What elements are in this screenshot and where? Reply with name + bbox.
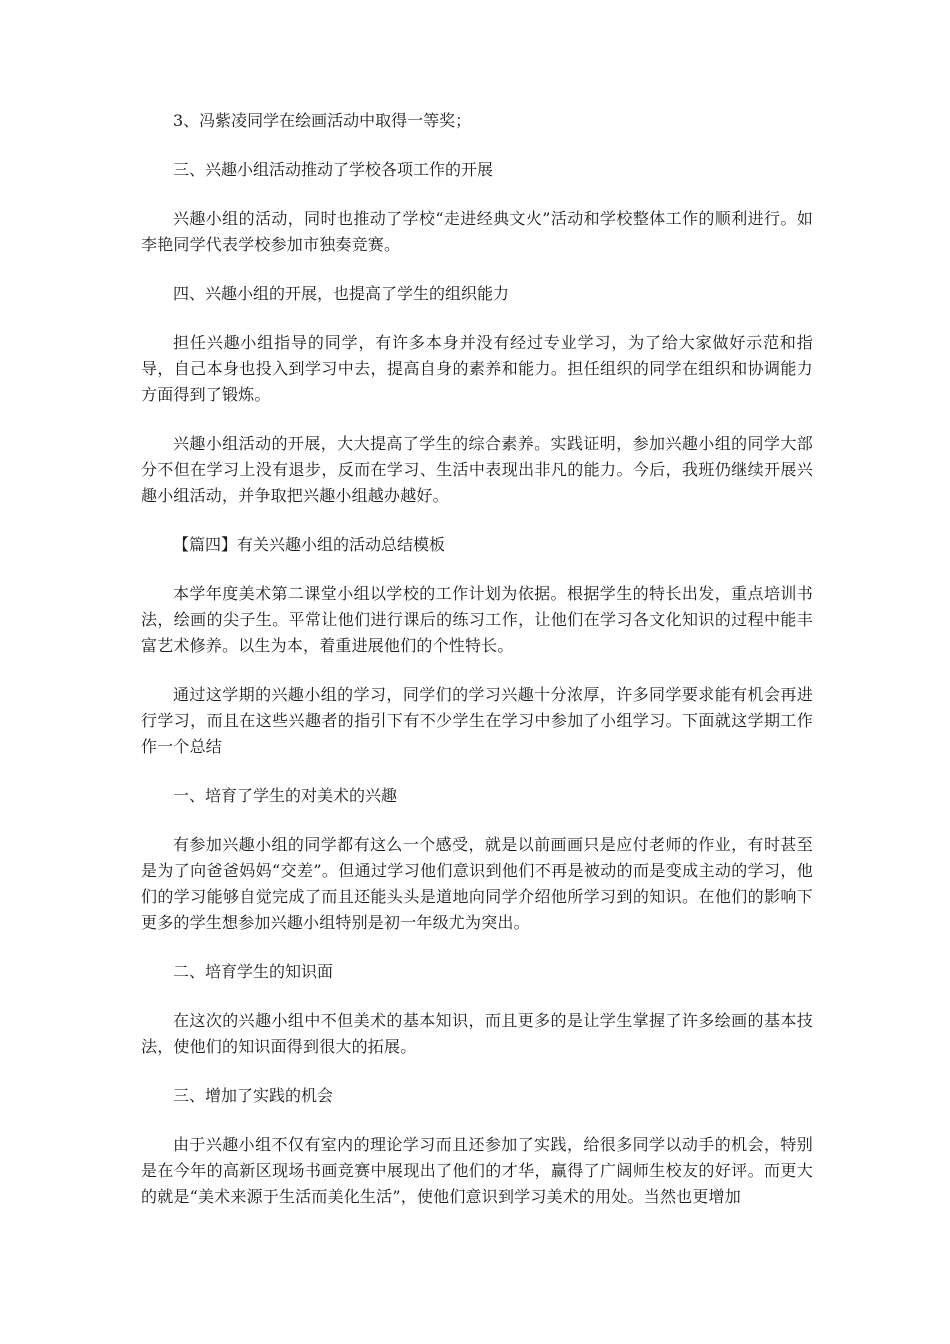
body-paragraph: 有参加兴趣小组的同学都有这么一个感受，就是以前画画只是应付老师的作业，有时甚至是为了向爸爸妈妈“交差”。但通过学习他们意识到他们不再是被动的而是变成主动的学习，他们的学习能够自觉完成了而且还能头头是道地向同学介绍他所学习到的知识。在他们的影响下更多的学生想参加兴趣小组特别是初一年级尤为突出。 [141, 835, 813, 932]
body-paragraph: 在这次的兴趣小组中不但美术的基本知识，而且更多的是让学生掌握了许多绘画的基本技法，使他们的知识面得到很大的拓展。 [141, 1011, 813, 1056]
section-heading-3: 三、兴趣小组活动推动了学校各项工作的开展 [173, 160, 494, 179]
section-heading-3b: 三、增加了实践的机会 [173, 1086, 334, 1105]
body-paragraph: 通过这学期的兴趣小组的学习，同学们的学习兴趣十分浓厚，许多同学要求能有机会再进行学习，而且在这些兴趣者的指引下有不少学生在学习中参加了小组学习。下面就这学期工作作一个总结 [141, 685, 813, 756]
body-paragraph: 担任兴趣小组指导的同学，有许多本身并没有经过专业学习，为了给大家做好示范和指导，自己本身也投入到学习中去，提高自身的素养和能力。担任组织的同学在组织和协调能力方面得到了锻炼。 [141, 333, 813, 404]
body-paragraph: 由于兴趣小组不仅有室内的理论学习而且还参加了实践，给很多同学以动手的机会，特别是在今年的高新区现场书画竞赛中展现出了他们的才华，赢得了广阔师生校友的好评。而更大的就是“美术来源于生活而美化生活”，使他们意识到学习美术的用处。当然也更增加 [141, 1135, 813, 1206]
section-heading-4: 四、兴趣小组的开展，也提高了学生的组织能力 [173, 284, 510, 303]
document-body [141, 108, 813, 1210]
section-heading-1: 一、培育了学生的对美术的兴趣 [173, 786, 398, 805]
section-heading-2: 二、培育学生的知识面 [173, 962, 334, 981]
body-paragraph: 本学年度美术第二课堂小组以学校的工作计划为依据。根据学生的特长出发，重点培训书法，绘画的尖子生。平常让他们进行课后的练习工作，让他们在学习各文化知识的过程中能丰富艺术修养。以生为本，着重进展他们的个性特长。 [141, 584, 813, 655]
list-item-award: 3、冯紫凌同学在绘画活动中取得一等奖； [173, 111, 472, 130]
body-paragraph: 兴趣小组活动的开展，大大提高了学生的综合素养。实践证明，参加兴趣小组的同学大部分不但在学习上没有退步，反而在学习、生活中表现出非凡的能力。今后，我班仍继续开展兴趣小组活动，并争取把兴趣小组越办越好。 [141, 434, 813, 505]
body-paragraph: 兴趣小组的活动，同时也推动了学校“走进经典文火”活动和学校整体工作的顺利进行。如李艳同学代表学校参加市独奏竞赛。 [141, 209, 813, 254]
article-title: 【篇四】有关兴趣小组的活动总结模板 [173, 535, 446, 554]
